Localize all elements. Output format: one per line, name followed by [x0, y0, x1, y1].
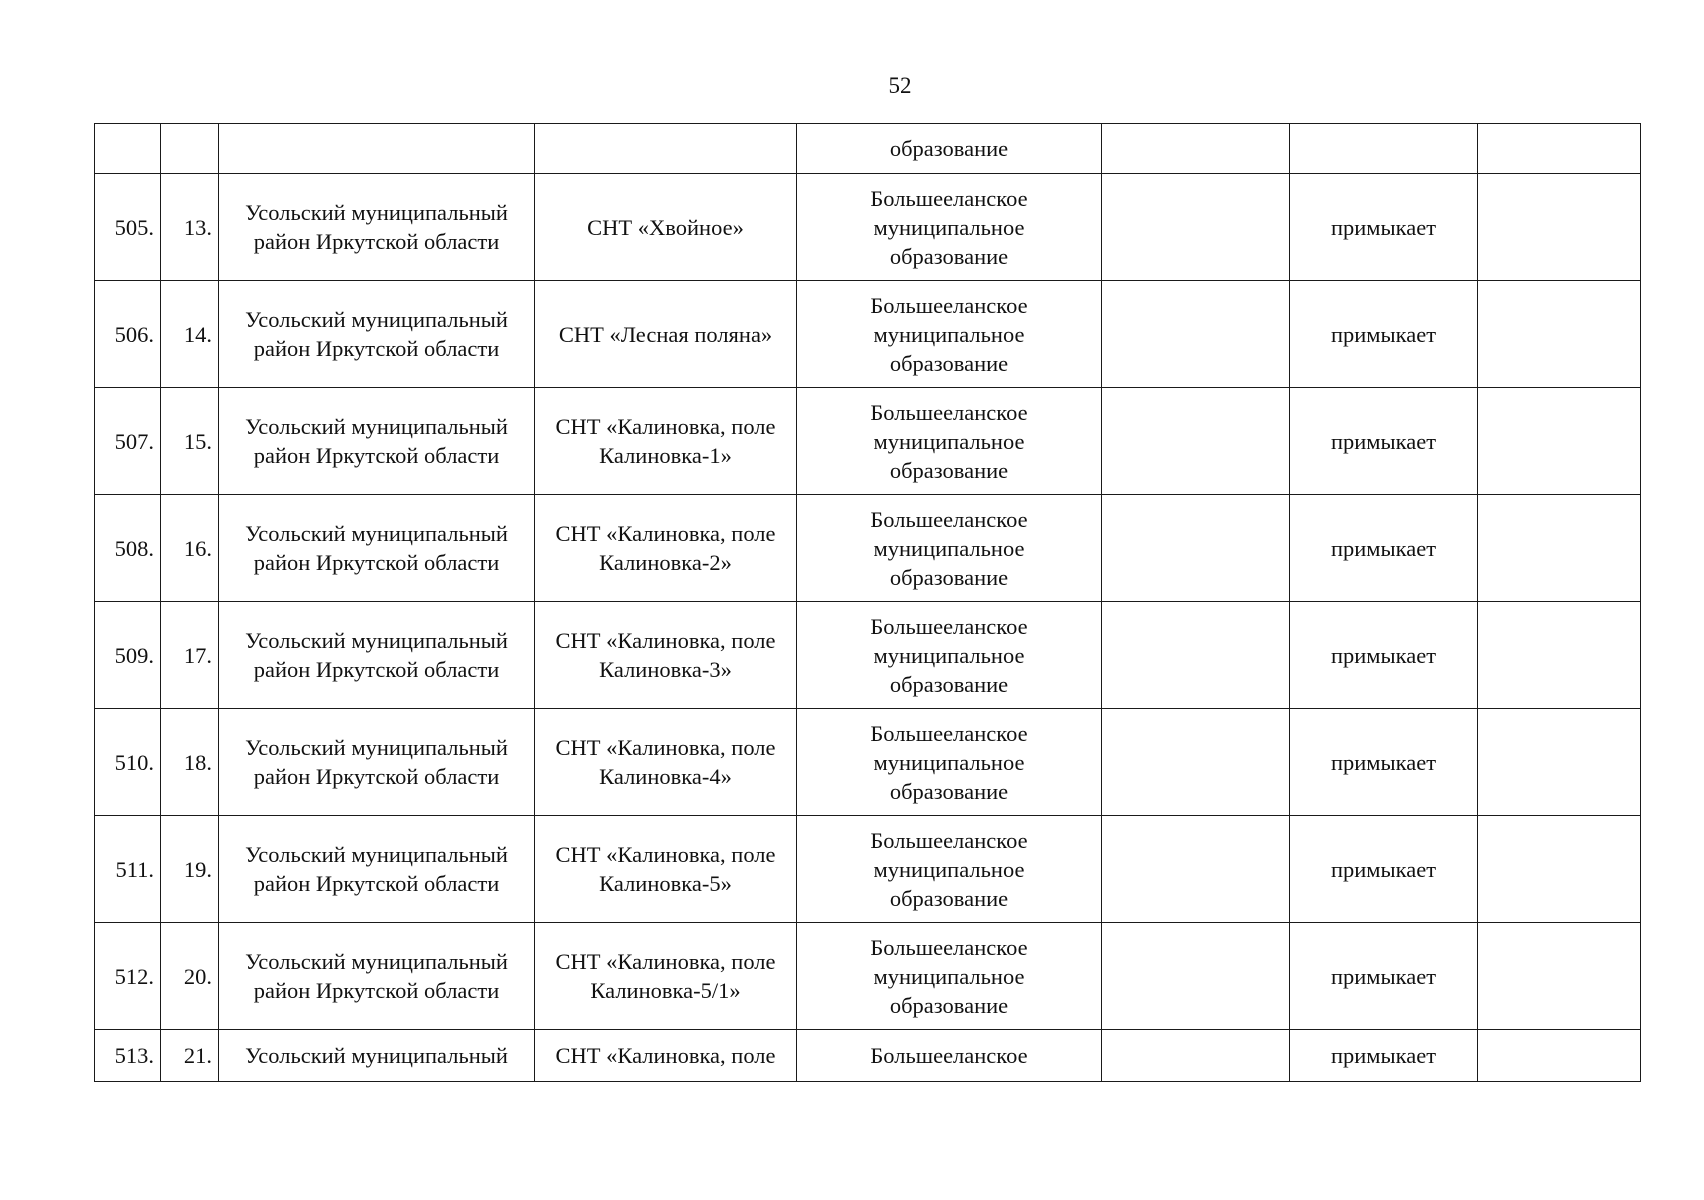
municipality-line: образование	[889, 564, 1009, 590]
cell-municipality	[797, 923, 1102, 1030]
cell-snt: СНТ «Калиновка, поле Калиновка-5»	[535, 816, 797, 923]
table-row-partial	[95, 1030, 1641, 1082]
municipality-line: муниципальное	[873, 642, 1025, 668]
cell-district: Усольский муниципальный район Иркутской области	[219, 495, 535, 602]
registry-table	[94, 123, 1641, 1082]
cell-empty	[1478, 124, 1641, 174]
cell-empty	[1102, 495, 1290, 602]
cell-snt: СНТ «Калиновка, поле Калиновка-4»	[535, 709, 797, 816]
cell-empty	[1102, 174, 1290, 281]
cell-status: примыкает	[1290, 816, 1478, 923]
cell-empty	[1478, 495, 1641, 602]
cell-status	[1290, 124, 1478, 174]
cell-sub: 16.	[161, 495, 219, 602]
table-row	[95, 174, 1641, 281]
municipality-line: Большееланское	[870, 399, 1028, 425]
cell-empty	[1478, 174, 1641, 281]
table-row	[95, 923, 1641, 1030]
cell-empty	[1478, 1030, 1641, 1082]
cell-municipality	[797, 602, 1102, 709]
cell-num: 509.	[95, 602, 161, 709]
cell-empty	[1478, 602, 1641, 709]
cell-sub: 19.	[161, 816, 219, 923]
municipality-line: образование	[889, 243, 1009, 269]
cell-empty	[1102, 709, 1290, 816]
cell-snt: СНТ «Калиновка, поле Калиновка-2»	[535, 495, 797, 602]
table-row	[95, 709, 1641, 816]
municipality-line: образование	[889, 778, 1009, 804]
cell-num: 506.	[95, 281, 161, 388]
cell-status: примыкает	[1290, 495, 1478, 602]
cell-empty	[1478, 923, 1641, 1030]
table-row	[95, 281, 1641, 388]
cell-municipality: Большееланское	[797, 1030, 1102, 1082]
cell-status: примыкает	[1290, 709, 1478, 816]
cell-district	[219, 124, 535, 174]
cell-status: примыкает	[1290, 923, 1478, 1030]
cell-status: примыкает	[1290, 388, 1478, 495]
cell-empty	[1102, 602, 1290, 709]
cell-district: Усольский муниципальный район Иркутской области	[219, 816, 535, 923]
cell-num: 512.	[95, 923, 161, 1030]
cell-snt: СНТ «Калиновка, поле	[535, 1030, 797, 1082]
cell-num: 508.	[95, 495, 161, 602]
cell-municipality	[797, 388, 1102, 495]
cell-sub: 20.	[161, 923, 219, 1030]
cell-sub: 13.	[161, 174, 219, 281]
cell-snt: СНТ «Калиновка, поле Калиновка-3»	[535, 602, 797, 709]
cell-empty	[1102, 923, 1290, 1030]
cell-sub: 17.	[161, 602, 219, 709]
cell-status: примыкает	[1290, 602, 1478, 709]
cell-snt: СНТ «Хвойное»	[535, 174, 797, 281]
municipality-line: образование	[889, 885, 1009, 911]
municipality-line: Большееланское	[870, 613, 1028, 639]
cell-district: Усольский муниципальный	[219, 1030, 535, 1082]
cell-num	[95, 124, 161, 174]
municipality-line: муниципальное	[873, 535, 1025, 561]
cell-municipality	[797, 816, 1102, 923]
cell-status: примыкает	[1290, 281, 1478, 388]
municipality-line: Большееланское	[870, 720, 1028, 746]
table-row	[95, 495, 1641, 602]
municipality-line: образование	[889, 457, 1009, 483]
municipality-line: муниципальное	[873, 749, 1025, 775]
cell-empty	[1478, 709, 1641, 816]
cell-municipality: образование	[797, 124, 1102, 174]
cell-num: 513.	[95, 1030, 161, 1082]
cell-sub: 18.	[161, 709, 219, 816]
cell-empty	[1102, 281, 1290, 388]
cell-district: Усольский муниципальный район Иркутской области	[219, 388, 535, 495]
cell-empty	[1102, 1030, 1290, 1082]
cell-municipality	[797, 495, 1102, 602]
cell-num: 510.	[95, 709, 161, 816]
cell-district: Усольский муниципальный район Иркутской области	[219, 602, 535, 709]
cell-empty	[1478, 388, 1641, 495]
cell-empty	[1478, 816, 1641, 923]
cell-snt	[535, 124, 797, 174]
page-number: 52	[888, 73, 912, 98]
cell-empty	[1102, 124, 1290, 174]
continuation-row	[95, 124, 1641, 174]
municipality-line: Большееланское	[870, 827, 1028, 853]
cell-num: 507.	[95, 388, 161, 495]
cell-snt: СНТ «Калиновка, поле Калиновка-5/1»	[535, 923, 797, 1030]
cell-empty	[1102, 816, 1290, 923]
cell-sub: 21.	[161, 1030, 219, 1082]
cell-status: примыкает	[1290, 174, 1478, 281]
cell-district: Усольский муниципальный район Иркутской области	[219, 923, 535, 1030]
table-row	[95, 602, 1641, 709]
municipality-line: Большееланское	[870, 506, 1028, 532]
municipality-line: Большееланское	[870, 292, 1028, 318]
cell-status: примыкает	[1290, 1030, 1478, 1082]
cell-sub: 15.	[161, 388, 219, 495]
cell-district: Усольский муниципальный район Иркутской области	[219, 709, 535, 816]
cell-municipality	[797, 174, 1102, 281]
cell-empty	[1102, 388, 1290, 495]
cell-municipality	[797, 281, 1102, 388]
municipality-line: муниципальное	[873, 856, 1025, 882]
cell-district: Усольский муниципальный район Иркутской области	[219, 281, 535, 388]
municipality-line: Большееланское	[870, 934, 1028, 960]
municipality-line: Большееланское	[870, 185, 1028, 211]
municipality-line: муниципальное	[873, 321, 1025, 347]
cell-snt: СНТ «Калиновка, поле Калиновка-1»	[535, 388, 797, 495]
registry-table-body	[95, 124, 1641, 1082]
cell-num: 505.	[95, 174, 161, 281]
cell-num: 511.	[95, 816, 161, 923]
municipality-line: муниципальное	[873, 428, 1025, 454]
cell-empty	[1478, 281, 1641, 388]
municipality-line: образование	[889, 992, 1009, 1018]
cell-sub: 14.	[161, 281, 219, 388]
cell-snt: СНТ «Лесная поляна»	[535, 281, 797, 388]
municipality-line: муниципальное	[873, 963, 1025, 989]
table-row	[95, 388, 1641, 495]
cell-sub	[161, 124, 219, 174]
cell-municipality	[797, 709, 1102, 816]
municipality-line: муниципальное	[873, 214, 1025, 240]
table-row	[95, 816, 1641, 923]
cell-district: Усольский муниципальный район Иркутской области	[219, 174, 535, 281]
municipality-line: образование	[889, 350, 1009, 376]
municipality-line: образование	[889, 671, 1009, 697]
